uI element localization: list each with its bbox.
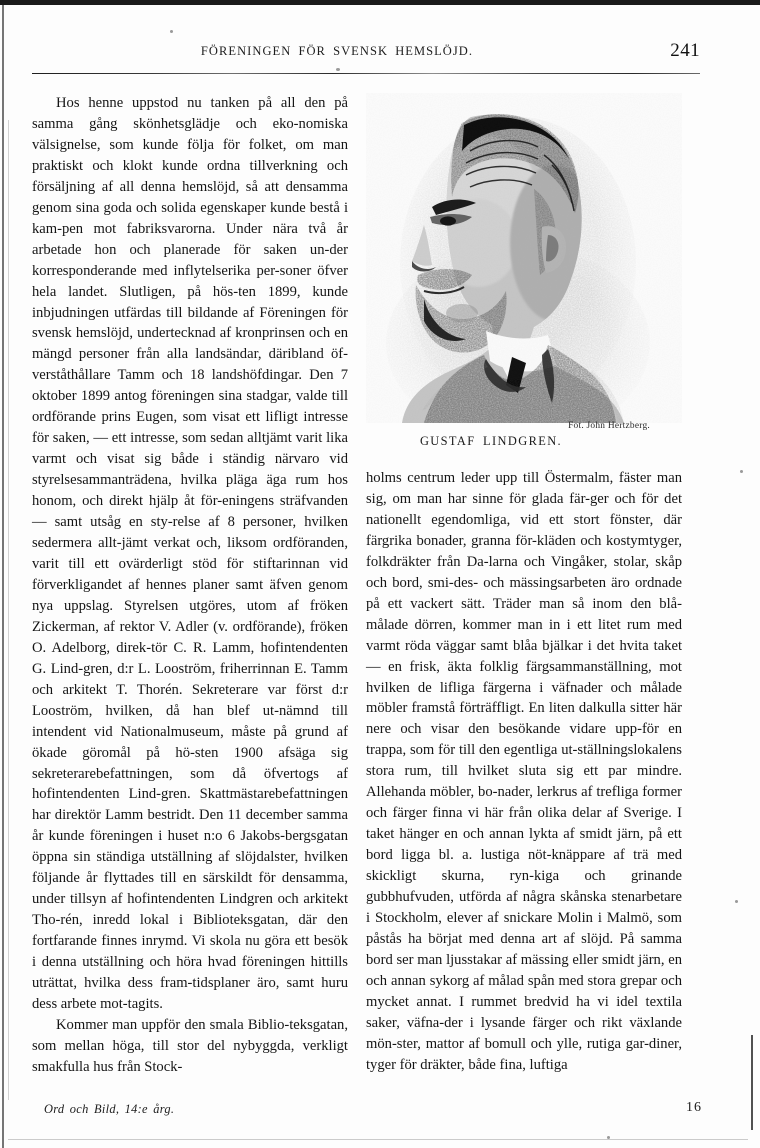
body-text-right-column [366,468,682,1076]
page-number: 241 [670,40,700,61]
portrait-image [366,93,682,423]
scan-edge-artifact-top [0,0,760,5]
scan-edge-artifact-left-secondary [8,120,9,1100]
paragraph: Kommer man uppför den smala Biblio-teksgatan, som mellan höga, till stor del nybyggda, verkligt smakfulla hus från Stock- [32,1016,348,1075]
scan-edge-artifact-bottom [8,1139,748,1140]
scan-speck [735,900,738,903]
paragraph: Hos henne uppstod nu tanken på all den på samma gång skönhetsglädje och eko-nomiska välsignelse, som kunde följa för folket, om man praktiskt och klokt kunde ordna tillverkning och försäljning af all denna hemslöjd, så att densamma genom sina goda och solida egenskaper kunde bestå i kam-pen mot fabriksvarorna. Under nära två år arbetade hon och planerade för saken un-der korresponderande med inflytelserika per-soner öfver hela landet. Slutligen, på hös-ten 1899, kunde inbjudningen utfärdas till bildande af Föreningen för svensk hemslöjd, undertecknad af kronprinsen och en mängd personer från alla landsändar, däribland öf-verståthållare Tamm och 18 landshöfdingar. Den 7 oktober 1899 antog föreningen sina stadgar, valde till ordförande prins Eugen, som visat ett lifligt intresse för saken, — ett intresse, som sedan alltjämt varit lika varmt och visat sig både i ständig närvaro vid styrelsesammanträdena, hvilka pläga äga rum hos honom, och direkt hjälp åt för-eningens sträfvanden — samt utsåg en sty-relse af 8 personer, hvilken sedermera allt-jämt verkat och, liksom ordföranden, varit till ett ovärderligt stöd för stiftarinnan vid förverkligandet af hennes planer samt äfven genom nya uppslag. Styrelsen utgöres, utom af fröken Zickerman, af rektor V. Adler (v. ordförande), fröken O. Adelborg, direk-tör C. R. Lamm, hofintendenten G. Lind-gren, d:r L. Looström, friherrinnan E. Tamm och arkitekt T. Thorén. Sekreterare var först d:r Looström, hvilken, då han blef ut-nämnd till intendent vid Nationalmuseum, måste på grund af ökade göromål på hö-sten 1900 afsäga sig sekreterarebefattningen, som då öfvertogs af hofintendenten Lind-gren. Skattmästarebefattningen har direktör Lamm bestridt. Den 11 december samma år kunde föreningen i huset n:o 6 Jakobs-bergsgatan öppna sin ständiga utställning af slöjdalster, hvilken följande år flyttades till en särskildt för densamma, under tillsyn af hofintendenten Lindgren och arkitekt Tho-rén, inredd lokal i Biblioteksgatan, där den fortfarande finnes inrymd. Vi skola nu göra ett besök i denna utställning och höra hvad föreningen hittills uträttat, hvilka dess fram-tidsplaner äro, samt huru dess arbete mot-tagits. [32,95,348,1012]
scan-speck [607,1136,610,1139]
photo-credit: Fot. John Hertzberg. [568,421,650,431]
journal-footline: Ord och Bild, 14:e årg. [44,1102,175,1116]
scan-edge-artifact-left [2,5,4,1148]
running-head-title: FÖRENINGEN FÖR SVENSK HEMSLÖJD. [200,44,474,58]
paragraph: holms centrum leder upp till Östermalm, fäster man sig, om man har sinne för glada fär-ger och för det nationellt egendomliga, vid ett stort fönster, där färgrika bonader, granna för-kläden och kostymtyger, folkdräkter från Da-larna och Vingåker, stolar, skåp och bord, smi-des- och mässingsarbeten äro ordnade på ett vackert sätt. Träder man så inom den blå-målade dörren, kommer man in i ett litet rum med varmt röda väggar samt blåa bjälkar i det hvita taket — en frisk, äkta folklig färgsammanställning, mot hvilken de lifliga färgerna i väfnader och målade möbler framstå förträffligt. En liten dalkulla sitter här nere och visar den besökande vidare upp-för en trappa, som för till den egentliga ut-ställningslokalens stora rum, till hvilket sluta sig ett par mindre. Allehanda möbler, bo-nader, lerkrus af trefliga former och färger finna vi här från olika delar af Sverige. I taket hänger en och annan lykta af smidt järn, på ett bord ligga bl. a. lustiga nöt-knäppare af trä med skickligt skurna, ryn-kiga och grinande gubbhufvuden, utförda af några skånska stenarbetare i Stockholm, elever af snickare Molin i Malmö, som påstås ha börjat med denna art af slöjd. På samma bord ser man ljusstakar af mässing eller smidt järn, en och annan sykorg af målad spån med stora grepar och mycket annat. I rummet bredvid ha vi idel textila saker, väfna-der i lysande färger och rikt växlande mön-ster, mattor af bomull och ylle, rutiga gar-diner, tyger för dräkter, både fina, luftiga [366,470,682,1073]
running-head [32,40,700,64]
figure-caption: GUSTAF LINDGREN. [419,434,563,448]
scan-speck [336,68,340,71]
portrait-figure [366,93,682,423]
scan-speck [170,30,173,33]
scan-edge-artifact-right [751,1035,753,1130]
signature-mark: 16 [686,1100,702,1115]
header-rule [32,73,700,74]
body-text-left-column [32,93,348,1078]
scan-speck [740,470,743,473]
